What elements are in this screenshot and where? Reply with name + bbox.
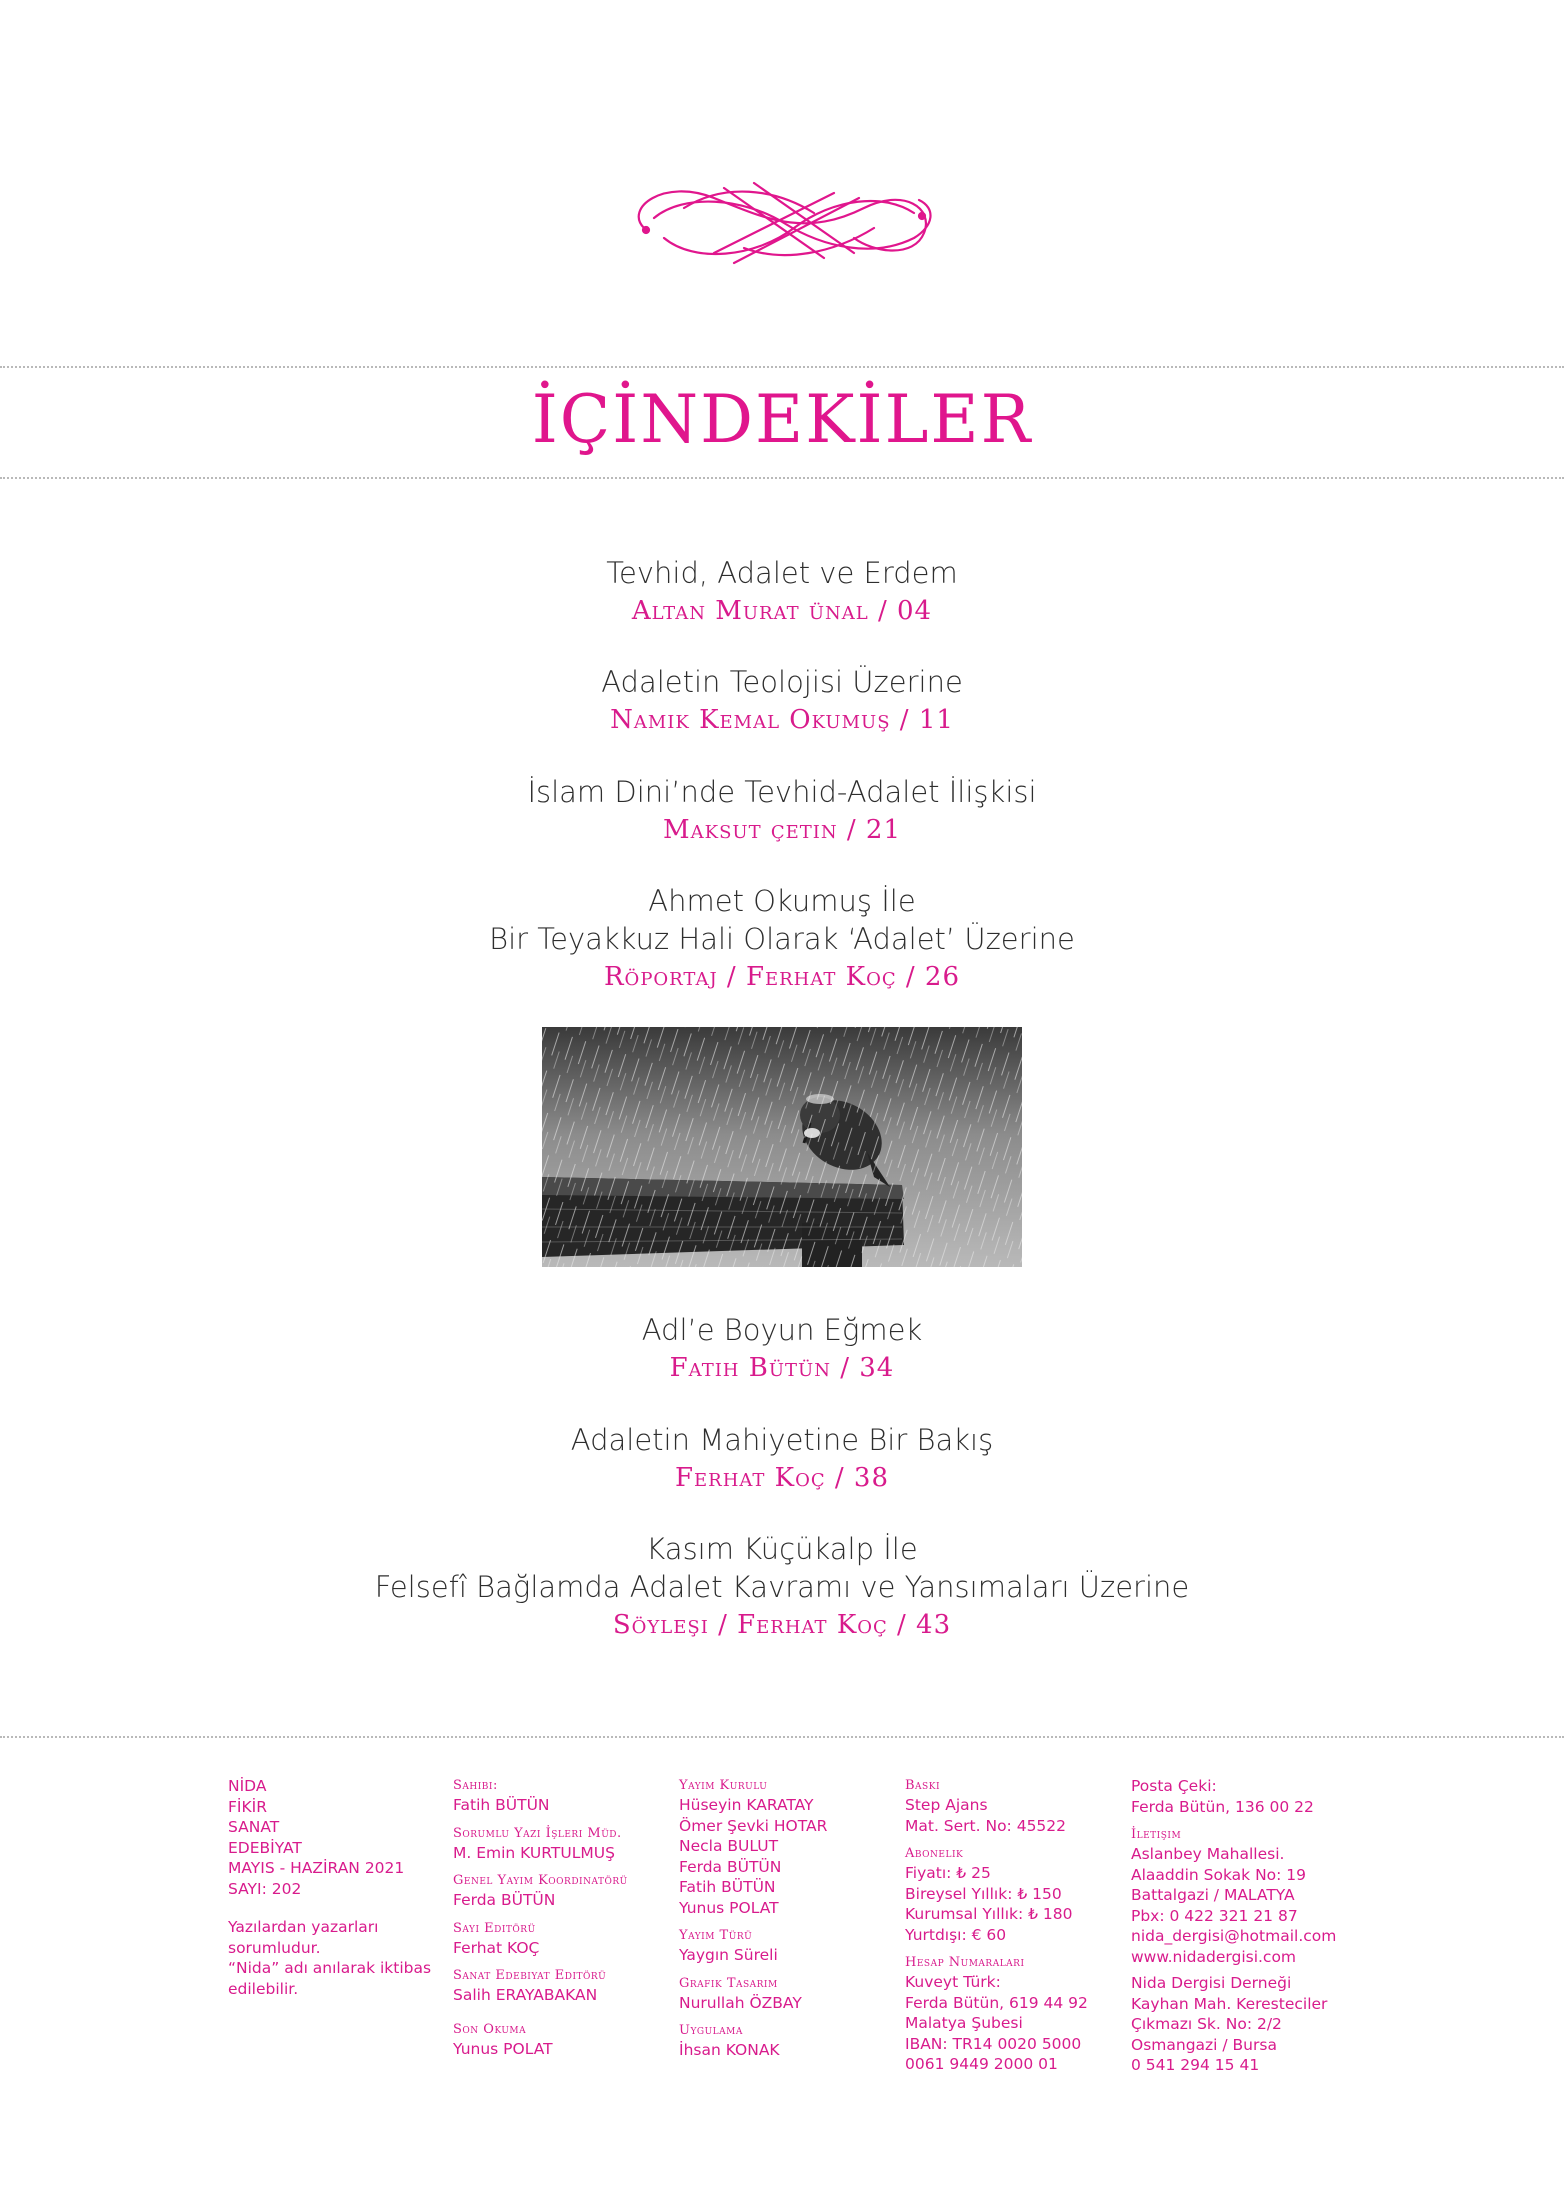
credit-label: Yayım Türü	[679, 1928, 753, 1943]
masthead-line: NİDA	[228, 1777, 267, 1795]
disclaimer-line: Yazılardan yazarları	[228, 1918, 379, 1936]
contact-line: Çıkmazı Sk. No: 2/2	[1131, 2015, 1282, 2033]
disclaimer-line: sorumludur.	[228, 1938, 321, 1957]
footer-masthead	[228, 1776, 431, 1999]
toc-entry	[0, 554, 1564, 630]
credit-value: Fatih BÜTÜN	[679, 1878, 776, 1896]
page-title: İÇİNDEKİLER	[531, 381, 1033, 458]
toc-entry-title: Kasım Küçükalp İle	[646, 1532, 918, 1566]
disclaimer-line: edilebilir.	[228, 1979, 299, 1998]
toc-entry-title: Felsefî Bağlamda Adalet Kavramı ve Yansımaları Üzerine	[374, 1570, 1190, 1604]
price: Yurtdışı: € 60	[905, 1925, 1007, 1944]
credit-label: Baskı	[905, 1778, 940, 1793]
contact-line: Kayhan Mah. Keresteciler	[1131, 1994, 1328, 2013]
credit-label: Hesap Numaraları	[905, 1955, 1025, 1970]
toc-entry	[0, 882, 1564, 996]
title-divider	[0, 477, 1564, 479]
credit-value: Nurullah ÖZBAY	[679, 1993, 802, 2012]
bank-info: IBAN: TR14 0020 5000	[905, 2034, 1082, 2053]
toc-entry-title: İslam Dini’nde Tevhid-Adalet İlişkisi	[527, 775, 1037, 809]
contact-line: Aslanbey Mahallesi.	[1131, 1845, 1285, 1863]
credit-value: Step Ajans	[905, 1796, 988, 1814]
disclaimer-line: “Nida” adı anılarak iktibas	[228, 1959, 432, 1977]
toc-entry	[0, 1530, 1564, 1644]
contact-line: Ferda Bütün, 136 00 22	[1131, 1797, 1314, 1816]
credit-value: Fatih BÜTÜN	[453, 1796, 550, 1814]
flourish-ornament-icon	[624, 168, 944, 278]
credit-label: Genel Yayım Koordinatörü	[453, 1873, 628, 1888]
credit-label: Sorumlu Yazı İşleri Müd.	[453, 1825, 622, 1841]
toc-entry-title: Adaletin Teolojisi Üzerine	[601, 665, 963, 699]
bank-info: Kuveyt Türk:	[905, 1973, 1001, 1991]
credit-label: Yayım Kurulu	[679, 1778, 768, 1793]
credit-value: M. Emin KURTULMUŞ	[453, 1843, 615, 1862]
footer-editorial	[453, 1776, 628, 2059]
footer-board	[679, 1776, 827, 2061]
toc-entry-author-page: Röportaj / Ferhat Koç / 26	[603, 962, 960, 992]
issue-date: MAYIS - HAZİRAN 2021	[228, 1859, 405, 1877]
masthead-line: SANAT	[228, 1818, 280, 1836]
credit-label: İletişim	[1131, 1827, 1182, 1842]
footer-print-subscription	[905, 1776, 1088, 2075]
credit-value: Yunus POLAT	[453, 2039, 553, 2058]
toc-entry-title: Bir Teyakkuz Hali Olarak ‘Adalet’ Üzerine	[489, 922, 1075, 956]
price: Bireysel Yıllık: ₺ 150	[905, 1884, 1062, 1903]
credit-value: Mat. Sert. No: 45522	[905, 1816, 1067, 1835]
credit-value: Necla BULUT	[679, 1837, 779, 1855]
contact-line: Osmangazi / Bursa	[1131, 2035, 1277, 2054]
toc-entry	[0, 663, 1564, 739]
credit-value: Yaygın Süreli	[679, 1946, 778, 1964]
bank-info: Ferda Bütün, 619 44 92	[905, 1993, 1088, 2012]
credit-value: Yunus POLAT	[679, 1898, 779, 1917]
footer-divider	[0, 1736, 1564, 1738]
bank-info: 0061 9449 2000 01	[905, 2055, 1058, 2073]
contact-phone: 0 541 294 15 41	[1131, 2056, 1260, 2074]
price: Fiyatı: ₺ 25	[905, 1864, 991, 1882]
bird-in-rain-photo	[542, 1027, 1022, 1267]
toc-entry-title: Adl’e Boyun Eğmek	[641, 1313, 923, 1347]
credit-value: Ömer Şevki HOTAR	[679, 1816, 828, 1835]
toc-entry-title: Ahmet Okumuş İle	[648, 884, 916, 918]
credit-label: Abonelik	[905, 1846, 964, 1861]
toc-entry-title: Tevhid, Adalet ve Erdem	[606, 556, 958, 590]
credit-label: Sayı Editörü	[453, 1920, 536, 1936]
masthead-line: FİKİR	[228, 1797, 267, 1816]
credit-value: Hüseyin KARATAY	[679, 1796, 814, 1814]
top-divider	[0, 366, 1564, 368]
credit-value: Ferda BÜTÜN	[679, 1857, 782, 1876]
contact-line: Alaaddin Sokak No: 19	[1131, 1865, 1307, 1884]
contact-line: Posta Çeki:	[1131, 1777, 1217, 1795]
footer-contact	[1131, 1776, 1336, 2076]
contact-phone: Pbx: 0 422 321 21 87	[1131, 1906, 1298, 1925]
toc-entry-author-page: Fatih Bütün / 34	[669, 1353, 895, 1383]
credit-label: Sahibi:	[453, 1778, 498, 1793]
toc-entry-title: Adaletin Mahiyetine Bir Bakış	[570, 1423, 994, 1457]
contact-email: nida_dergisi@hotmail.com	[1131, 1927, 1337, 1945]
credit-value: Ferda BÜTÜN	[453, 1891, 556, 1909]
toc-entry-author-page: Ferhat Koç / 38	[674, 1463, 890, 1493]
bank-info: Malatya Şubesi	[905, 2014, 1023, 2032]
contact-line: Nida Dergisi Derneği	[1131, 1974, 1292, 1992]
credit-value: Ferhat KOÇ	[453, 1938, 540, 1957]
toc-entry	[0, 1311, 1564, 1387]
credit-label: Son Okuma	[453, 2021, 527, 2037]
contact-website: www.nidadergisi.com	[1131, 1947, 1297, 1966]
credit-value: İhsan KONAK	[679, 2041, 780, 2059]
toc-entry-author-page: Maksut çetin / 21	[663, 815, 901, 845]
toc-entry	[0, 773, 1564, 849]
contact-line: Battalgazi / MALATYA	[1131, 1886, 1295, 1904]
credit-label: Sanat Edebiyat Editörü	[453, 1968, 607, 1983]
masthead-line: EDEBİYAT	[228, 1838, 302, 1857]
credit-value: Salih ERAYABAKAN	[453, 1986, 598, 2004]
toc-entry-author-page: Altan Murat ünal / 04	[631, 596, 933, 626]
credit-label: Uygulama	[679, 2023, 743, 2038]
toc-entry-author-page: Söyleşi / Ferhat Koç / 43	[612, 1610, 952, 1640]
toc-entry-author-page: Namık Kemal Okumuş / 11	[610, 705, 954, 735]
price: Kurumsal Yıllık: ₺ 180	[905, 1905, 1073, 1923]
toc-entry	[0, 1421, 1564, 1497]
issue-number: SAYI: 202	[228, 1879, 302, 1898]
credit-label: Grafik Tasarım	[679, 1975, 778, 1991]
